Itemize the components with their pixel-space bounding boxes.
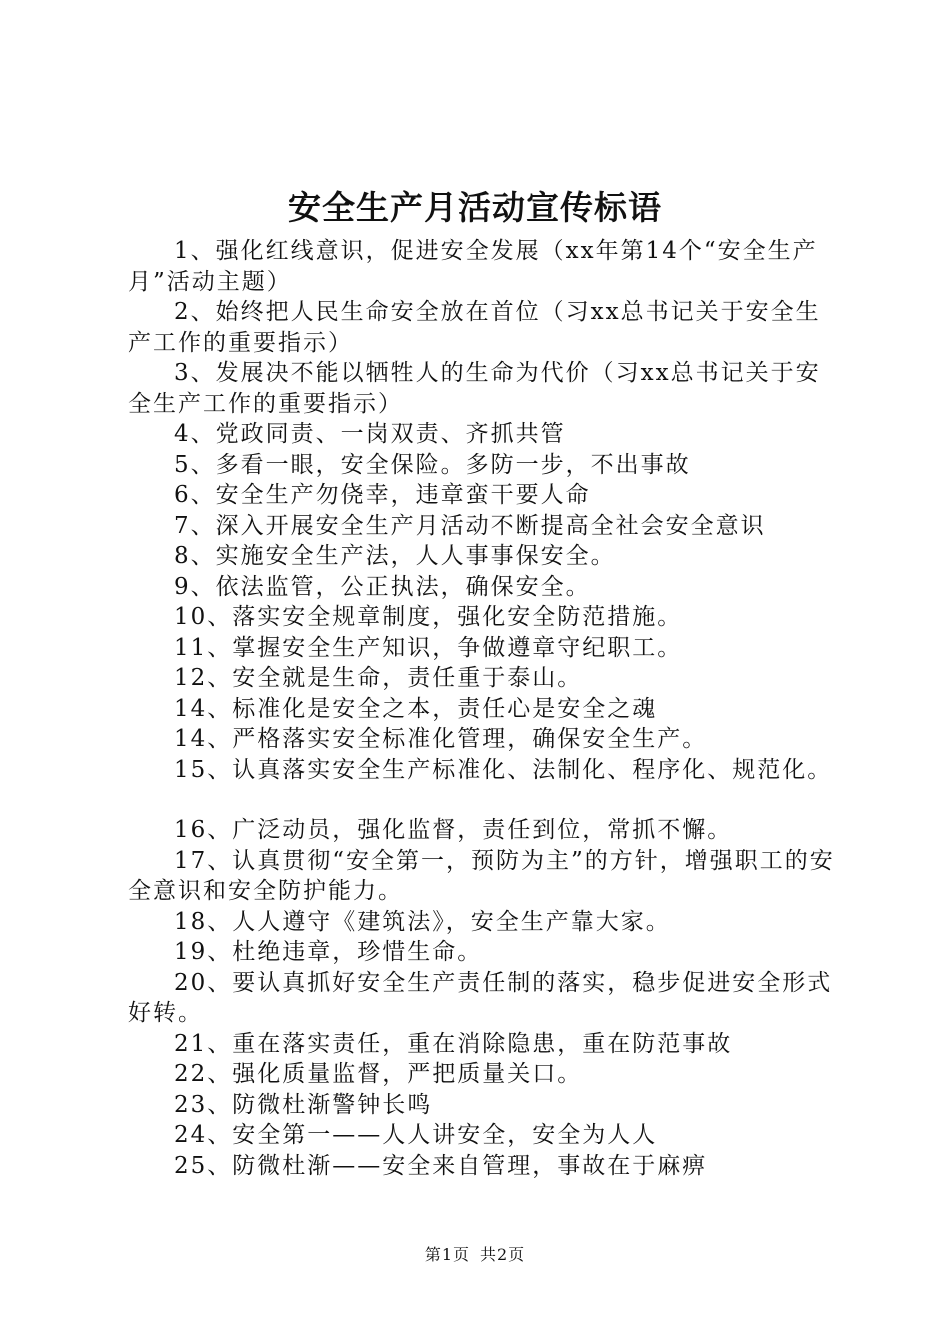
slogan-item: 14、标准化是安全之本，责任心是安全之魂 [174,695,658,722]
slogan-item: 24、安全第一——人人讲安全，安全为人人 [174,1122,658,1148]
slogan-item: 14、严格落实安全标准化管理，确保安全生产。 [174,726,708,752]
slogan-item: 15、认真落实安全生产标准化、法制化、程序化、规范化。 [174,756,833,783]
document-title: 安全生产月活动宣传标语 [288,188,662,227]
slogan-item: 6、安全生产勿侥幸，违章蛮干要人命 [174,482,591,508]
slogan-item: 5、多看一眼，安全保险。多防一步，不出事故 [174,451,691,478]
slogan-item: 23、防微杜渐警钟长鸣 [174,1091,433,1118]
slogan-item: 25、防微杜渐——安全来自管理，事故在于麻痹 [174,1152,708,1179]
slogan-list [128,236,840,1181]
slogan-item: 18、人人遵守《建筑法》，安全生产靠大家。 [174,908,671,935]
slogan-item: 1、强化红线意识，促进安全发展（xx年第14个“安全生产月”活动主题） [128,238,818,295]
slogan-item: 4、党政同责、一岗双责、齐抓共管 [174,421,566,447]
slogan-item: 22、强化质量监督，严把质量关口。 [174,1061,583,1087]
page-total: 共2页 [480,1245,526,1264]
slogan-item: 8、实施安全生产法，人人事事保安全。 [174,543,616,569]
slogan-item: 3、发展决不能以牺牲人的生命为代价（习xx总书记关于安全生产工作的重要指示） [128,360,821,417]
slogan-item: 10、落实安全规章制度，强化安全防范措施。 [174,604,683,630]
slogan-item: 11、掌握安全生产知识，争做遵章守纪职工。 [174,634,683,661]
slogan-item: 7、深入开展安全生产月活动不断提高全社会安全意识 [174,512,766,539]
slogan-item: 12、安全就是生命，责任重于泰山。 [174,665,583,691]
slogan-item: 20、要认真抓好安全生产责任制的落实，稳步促进安全形式好转。 [128,969,833,1026]
page-number: 第1页 [424,1245,470,1264]
slogan-item: 2、始终把人民生命安全放在首位（习xx总书记关于安全生产工作的重要指示） [128,299,821,356]
slogan-item: 21、重在落实责任，重在消除隐患，重在防范事故 [174,1030,733,1057]
slogan-item: 17、认真贯彻“安全第一，预防为主”的方针，增强职工的安全意识和安全防护能力。 [128,847,835,904]
page-footer [0,1244,950,1266]
slogan-item: 9、依法监管，公正执法，确保安全。 [174,573,591,600]
slogan-item: 19、杜绝违章，珍惜生命。 [174,939,483,965]
slogan-item: 16、广泛动员，强化监督，责任到位，常抓不懈。 [174,817,733,843]
